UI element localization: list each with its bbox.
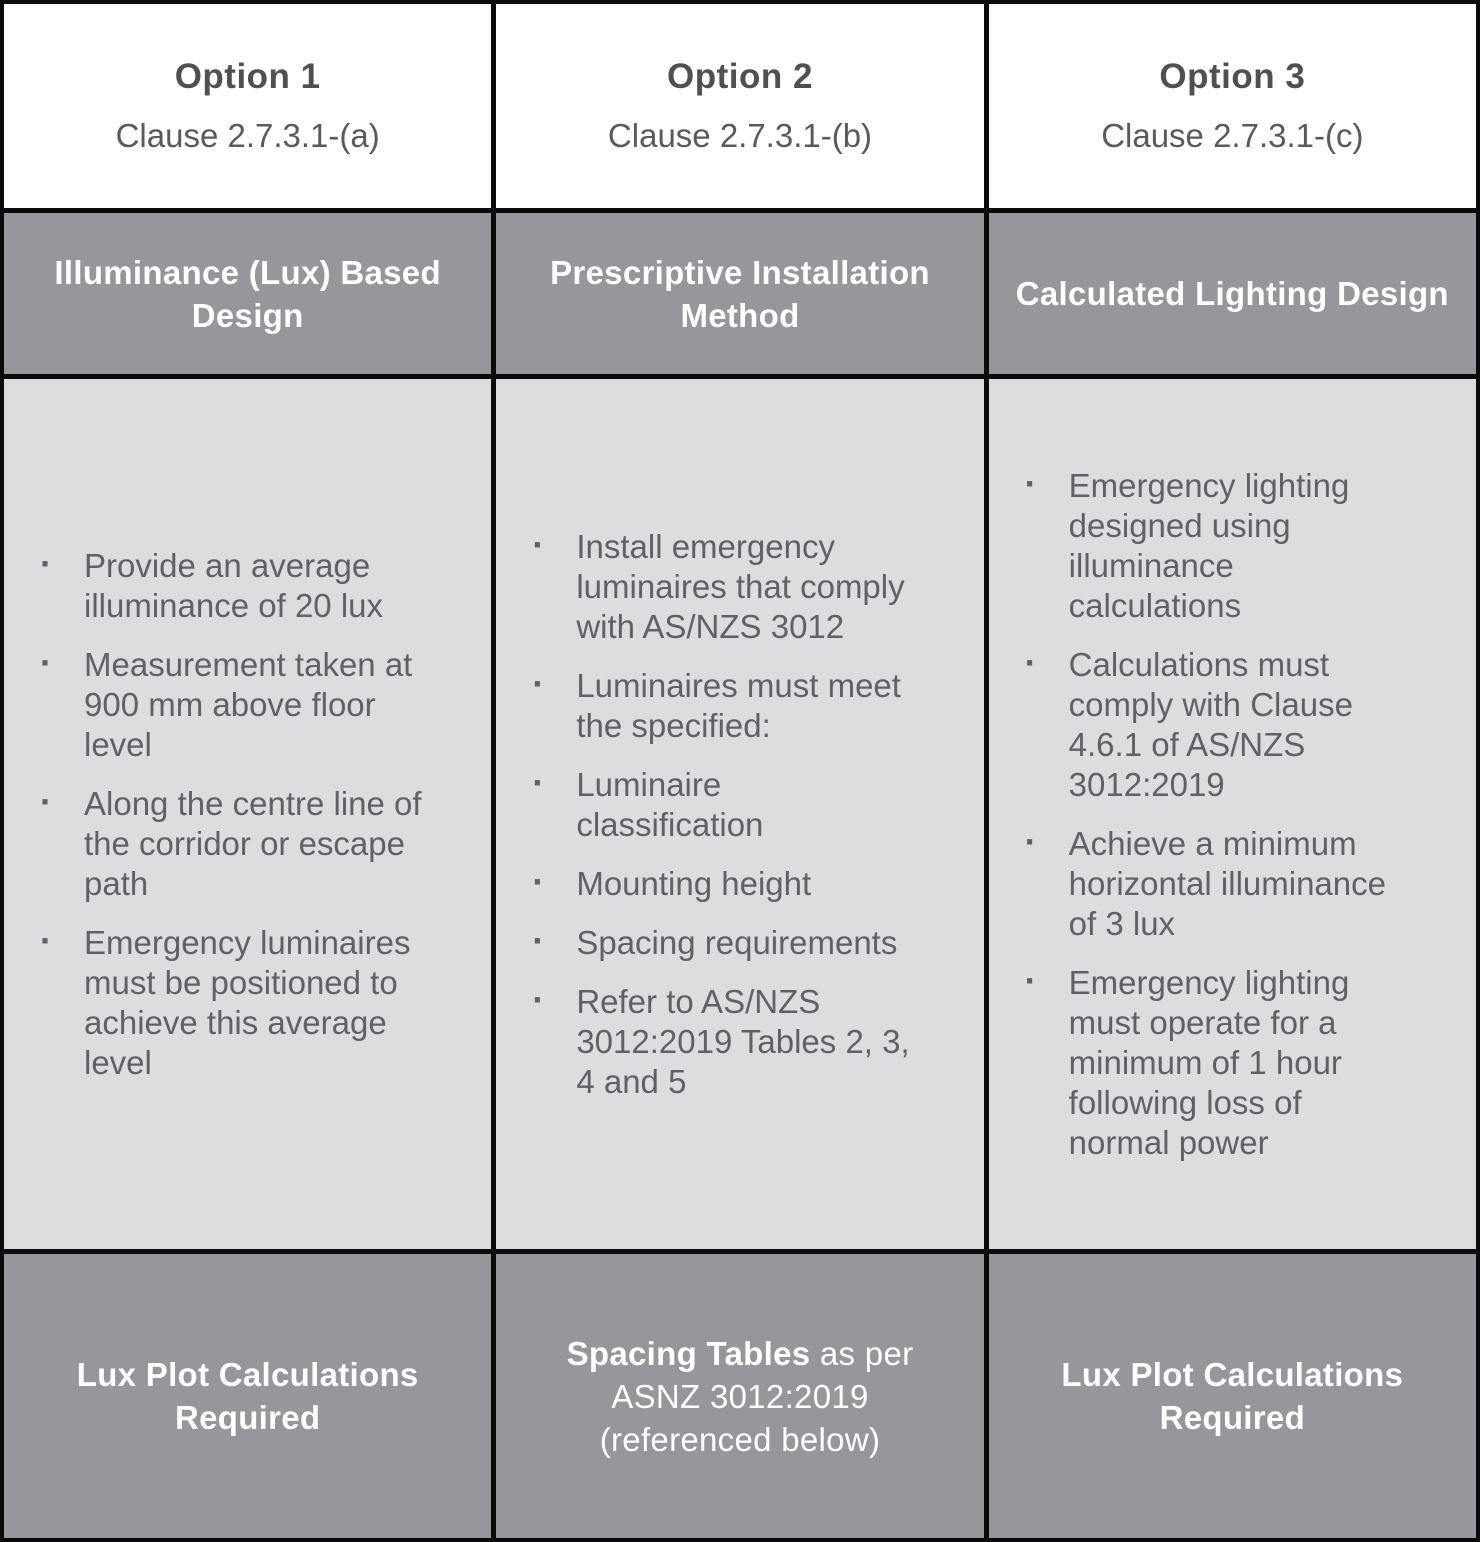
option1-footer-bold: Lux Plot Calculations Required: [76, 1356, 419, 1436]
bullet-item: · Luminaires must meet the specified:: [576, 666, 916, 746]
option2-title: Option 2: [667, 57, 813, 96]
bullet-item: · Emergency lighting designed using illuminance calculations: [1069, 466, 1409, 626]
bullet-item: · Luminaire classification: [576, 765, 916, 845]
bullet-item: · Emergency luminaires must be positioned to achieve this average level: [84, 923, 424, 1083]
bullet-item: · Along the centre line of the corridor or escape path: [84, 784, 424, 904]
bullet-item: · Mounting height: [576, 864, 916, 904]
bullet-item: · Calculations must comply with Clause 4.6.1 of AS/NZS 3012:2019: [1069, 645, 1409, 805]
option3-method-cell: [989, 213, 1476, 374]
option2-footer-bold: Spacing Tables: [566, 1334, 811, 1372]
option2-bullet-list: [496, 527, 983, 1102]
option2-footer-text: [496, 1332, 983, 1461]
bullet-item: · Emergency lighting must operate for a minimum of 1 hour following loss of normal power: [1069, 963, 1409, 1163]
option3-title: Option 3: [1159, 57, 1306, 96]
option1-clause: Clause 2.7.3.1-(a): [115, 117, 380, 154]
option2-method-title: Prescriptive Installation Method: [550, 253, 930, 334]
bullet-item: · Refer to AS/NZS 3012:2019 Tables 2, 3, 4 and 5: [576, 982, 916, 1102]
option1-bullet-list: [4, 546, 491, 1083]
option3-header-cell: [989, 4, 1476, 208]
option3-bullet-list: [989, 466, 1476, 1163]
option3-footer-bold: Lux Plot Calculations Required: [1061, 1356, 1404, 1436]
option1-header-cell: [4, 4, 491, 208]
option1-footer-text: [4, 1353, 491, 1439]
option3-footer-text: [989, 1353, 1476, 1439]
bullet-item: · Install emergency luminaires that comply with AS/NZS 3012: [576, 527, 916, 647]
option2-header-cell: [496, 4, 983, 208]
option1-title: Option 1: [174, 57, 321, 96]
option1-method-cell: [4, 213, 491, 374]
option2-body-cell: [496, 379, 983, 1249]
bullet-item: · Achieve a minimum horizontal illuminance of 3 lux: [1069, 824, 1409, 944]
option1-body-cell: [4, 379, 491, 1249]
option1-method-title: Illuminance (Lux) Based Design: [54, 253, 441, 334]
option3-clause: Clause 2.7.3.1-(c): [1101, 117, 1364, 154]
option3-method-title: Calculated Lighting Design: [1015, 275, 1449, 312]
option2-footer-rest: as per ASNZ 3012:2019 (referenced below): [599, 1334, 914, 1458]
bullet-item: · Provide an average illuminance of 20 lux: [84, 546, 424, 626]
option3-body-cell: [989, 379, 1476, 1249]
option2-footer-cell: [496, 1254, 983, 1538]
option3-footer-cell: [989, 1254, 1476, 1538]
option1-footer-cell: [4, 1254, 491, 1538]
bullet-item: · Spacing requirements: [576, 923, 916, 963]
option2-method-cell: [496, 213, 983, 374]
bullet-item: · Measurement taken at 900 mm above floor level: [84, 645, 424, 765]
option2-clause: Clause 2.7.3.1-(b): [607, 117, 873, 154]
